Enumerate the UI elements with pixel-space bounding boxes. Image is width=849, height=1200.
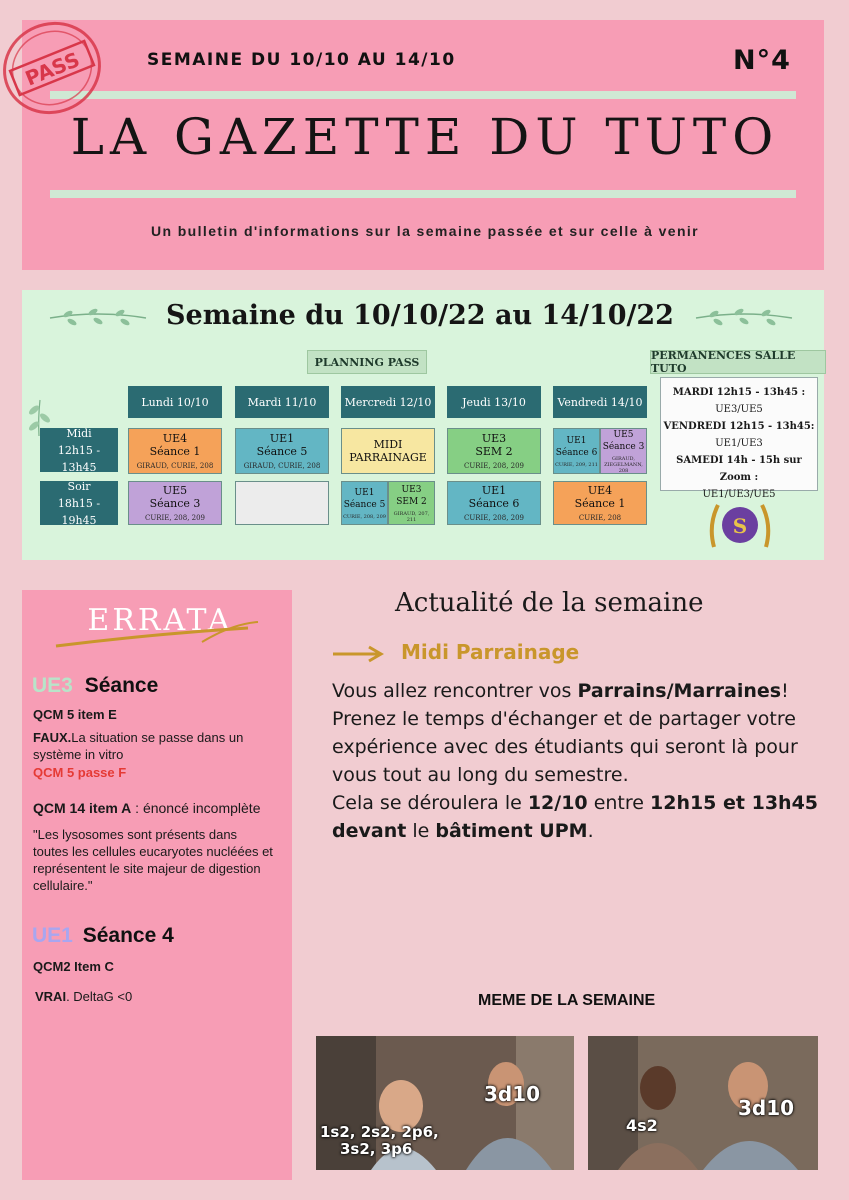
perm-line: VENDREDI 12h15 - 13h45: xyxy=(663,421,815,432)
meme-left-label-b1: 1s2, 2s2, 2p6, xyxy=(320,1123,439,1141)
meme-title: MEME DE LA SEMAINE xyxy=(478,992,656,1009)
cell-mardi-midi xyxy=(235,428,329,474)
actu-subtitle: Midi Parrainage xyxy=(401,640,580,664)
cell-ue: UE1 xyxy=(481,483,507,497)
cell-vendredi-midi-b xyxy=(600,428,647,474)
actu-text-bold: Parrains/Marraines xyxy=(577,680,782,702)
faux-label: FAUX. xyxy=(33,730,72,745)
meme-left-label-a: 3d10 xyxy=(484,1082,541,1106)
cell-room: CURIE, 208, 209 xyxy=(144,513,206,522)
ue1-tag: UE1 xyxy=(32,924,73,947)
errata-faux xyxy=(33,729,273,763)
row-header-soir xyxy=(40,481,118,525)
stamp-text: PASS xyxy=(21,47,83,91)
perm-line: UE3/UE5 xyxy=(715,404,763,415)
cell-room: GIRAUD, CURIE, 208 xyxy=(243,461,321,470)
cell-jeudi-midi xyxy=(447,428,541,474)
permanences-box xyxy=(660,377,818,500)
perm-line: SAMEDI 14h - 15h sur Zoom : xyxy=(676,455,802,483)
pass-stamp xyxy=(0,8,112,128)
arrow-right-icon xyxy=(331,644,387,664)
perm-line: UE1/UE3 xyxy=(715,438,763,449)
week-title: SEMAINE DU 10/10 AU 14/10 xyxy=(147,50,456,70)
day-header-lundi: Lundi 10/10 xyxy=(128,386,222,418)
cell-room: CURIE, 209, 211 xyxy=(555,461,598,468)
cell-mercredi-soir-a xyxy=(341,481,388,525)
row-soir-time: 18h15 - 19h45 xyxy=(57,496,101,527)
errata-vrai xyxy=(35,988,132,1005)
actu-text: ! xyxy=(781,680,789,702)
cell-jeudi-soir xyxy=(447,481,541,525)
cell-room: GIRAUD, ZIEGELMANN, 208 xyxy=(604,455,643,474)
cell-mercredi-soir-b xyxy=(388,481,435,525)
cell-ue: UE5 xyxy=(162,483,188,497)
cell-session: Séance 3 xyxy=(149,496,201,510)
qcm14-label: QCM 14 item A xyxy=(33,800,132,816)
cell-ue: UE1 xyxy=(566,435,587,446)
cell-session: Séance 6 xyxy=(555,447,598,458)
cell-session: Séance 5 xyxy=(256,444,308,458)
day-header-mercredi: Mercredi 12/10 xyxy=(341,386,435,418)
row-midi-time: 12h15 - 13h45 xyxy=(57,443,101,474)
meme-left-label-b2: 3s2, 3p6 xyxy=(340,1140,413,1158)
meme-right-label-b: 3d10 xyxy=(738,1096,795,1120)
vine-right-icon xyxy=(694,306,794,330)
cell-ue: UE3 xyxy=(401,484,422,495)
cell-ue: UE1 xyxy=(269,431,295,445)
ue1-seance: Séance 4 xyxy=(82,924,174,947)
vrai-text: . DeltaG <0 xyxy=(66,989,133,1004)
cell-session: Séance 1 xyxy=(574,496,626,510)
actu-text: . xyxy=(587,820,594,842)
cell-session: Séance 1 xyxy=(149,444,201,458)
cell-session: Séance 5 xyxy=(343,499,386,510)
cell-session: SEM 2 xyxy=(475,444,513,458)
vrai-label: VRAI xyxy=(35,989,67,1004)
actu-text-bold: 12h15 et 13h45 devant xyxy=(332,792,819,842)
cell-lundi-midi xyxy=(128,428,222,474)
cell-room: CURIE, 208, 209 xyxy=(343,513,386,520)
cell-room: CURIE, 208, 209 xyxy=(463,461,525,470)
gazette-subtitle: Un bulletin d'informations sur la semaine passée et sur celle à venir xyxy=(150,223,700,239)
row-header-midi xyxy=(40,428,118,472)
cell-mercredi-midi xyxy=(341,428,435,474)
header-rule-bottom xyxy=(50,190,796,198)
cell-ue: UE1 xyxy=(354,487,375,498)
planning-pass-tag: PLANNING PASS xyxy=(307,350,427,374)
actu-text-bold: 12/10 xyxy=(527,792,588,814)
cell-session: Séance 3 xyxy=(602,441,645,452)
vine-left-icon xyxy=(48,306,148,330)
issue-number: N°4 xyxy=(733,45,791,76)
actu-title: Actualité de la semaine xyxy=(395,588,704,618)
cell-ue: UE4 xyxy=(587,483,613,497)
cell-session: SEM 2 xyxy=(396,496,427,507)
actu-body xyxy=(332,677,832,845)
perm-line: MARDI 12h15 - 13h45 : xyxy=(672,387,806,398)
header-rule-top xyxy=(50,91,796,99)
cell-vendredi-midi-a xyxy=(553,428,600,474)
errata-qcm14 xyxy=(33,800,260,817)
cell-ue: UE5 xyxy=(613,429,634,440)
qcm14-rest: : énoncé incomplète xyxy=(131,800,261,816)
cell-vendredi-soir xyxy=(553,481,647,525)
gazette-title: LA GAZETTE DU TUTO xyxy=(70,108,780,166)
cell-room: CURIE, 208 xyxy=(578,513,622,522)
meme-image-left xyxy=(316,1036,574,1170)
meme-image-right xyxy=(588,1036,818,1170)
cell-session: Séance 6 xyxy=(468,496,520,510)
day-header-jeudi: Jeudi 13/10 xyxy=(447,386,541,418)
cell-lundi-soir xyxy=(128,481,222,525)
actu-text-bold: bâtiment UPM xyxy=(435,820,588,842)
cell-room: CURIE, 208, 209 xyxy=(463,513,525,522)
planning-title: Semaine du 10/10/22 au 14/10/22 xyxy=(166,300,674,331)
association-logo-icon xyxy=(704,495,776,555)
cell-room: GIRAUD, 207, 211 xyxy=(393,510,430,523)
cell-ue: UE4 xyxy=(162,431,188,445)
actu-text: entre xyxy=(587,792,650,814)
cell-room: GIRAUD, CURIE, 208 xyxy=(136,461,214,470)
errata-qcm5: QCM 5 item E xyxy=(33,707,117,722)
errata-qcm2: QCM2 Item C xyxy=(33,959,114,974)
permanences-tag: PERMANENCES SALLE TUTO xyxy=(650,350,826,374)
ue3-tag: UE3 xyxy=(32,674,73,697)
actu-text: Vous allez rencontrer vos xyxy=(332,680,578,702)
cell-mardi-soir-empty xyxy=(235,481,329,525)
cell-ue: UE3 xyxy=(481,431,507,445)
perm-line: UE1/UE3/UE5 xyxy=(702,489,776,500)
errata-qcm5-passe: QCM 5 passe F xyxy=(33,765,127,780)
errata-quote: "Les lysosomes sont présents dans toutes les cellules eucaryotes nucléées et représentent le site majeur de digestion cellulaire." xyxy=(33,827,273,893)
actu-text: Prenez le temps d'échanger et de partager votre expérience avec des étudiants qui seront là pour vous tout au long du semestre. xyxy=(332,708,798,786)
cell-ue: MIDI xyxy=(373,438,403,451)
cell-session: PARRAINAGE xyxy=(349,451,427,464)
row-soir-name: Soir xyxy=(67,479,91,493)
svg-text:S: S xyxy=(732,514,748,538)
errata-swash-icon xyxy=(52,620,262,650)
ue3-seance: Séance xyxy=(84,674,159,697)
meme-right-label-a: 4s2 xyxy=(626,1116,658,1135)
errata-ue1-heading xyxy=(32,924,174,948)
faux-text: La situation se passe dans un système in vitro xyxy=(33,730,244,762)
actu-text: le xyxy=(406,820,436,842)
day-header-mardi: Mardi 11/10 xyxy=(235,386,329,418)
actu-text: Cela se déroulera le xyxy=(332,792,528,814)
errata-title: ERRATA xyxy=(87,603,233,638)
row-midi-name: Midi xyxy=(66,426,92,440)
errata-ue3-heading xyxy=(32,674,158,698)
day-header-vendredi: Vendredi 14/10 xyxy=(553,386,647,418)
